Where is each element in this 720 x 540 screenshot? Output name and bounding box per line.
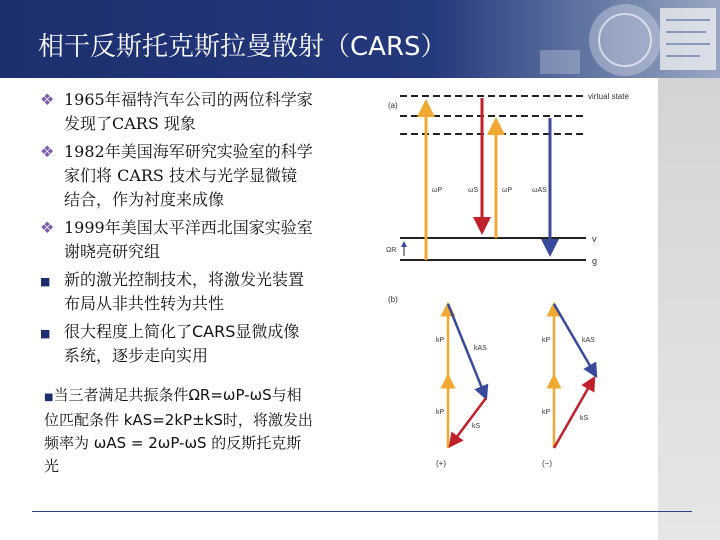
- condition-text: 当三者满足共振条件ΩR=ωP-ωS与相 位匹配条件 kAS=2kP±kS时，将激发出 频率为 ωAS = 2ωP-ωS 的反斯托克斯 光: [44, 386, 313, 475]
- anti-stokes-label: ωAS: [532, 187, 547, 194]
- bullet-text: 1965年福特汽车公司的两位科学家 发现了CARS 现象: [64, 90, 313, 133]
- minus-sign-label: (−): [542, 459, 552, 468]
- decorative-banner-image: [530, 0, 720, 78]
- right-side-bar: [658, 78, 720, 540]
- kas-label-right: kAS: [582, 337, 595, 344]
- bullet-text: 很大程度上简化了CARS显微成像 系统，逐步走向实用: [64, 322, 300, 365]
- panel-a-label: (a): [388, 101, 398, 110]
- bullet-text: 1999年美国太平洋西北国家实验室 谢晓亮研究组: [64, 218, 313, 261]
- level-g-label: g: [592, 256, 598, 266]
- diamond-bullet-icon: ❖: [40, 90, 55, 109]
- ks-vector-right: [554, 378, 594, 448]
- panel-b-label: (b): [388, 295, 398, 304]
- ks-label-right: kS: [580, 415, 589, 422]
- square-bullet-icon: ■: [40, 327, 51, 340]
- resonance-condition-text: [44, 384, 374, 478]
- sub-bullet-laser-control: [40, 268, 370, 316]
- ks-label-left: kS: [472, 423, 481, 430]
- pump-label-2: ωP: [502, 187, 513, 194]
- footer-divider: [32, 511, 692, 512]
- diamond-bullet-icon: ❖: [40, 142, 55, 161]
- cars-energy-diagram: [382, 80, 654, 480]
- title-bar: [0, 0, 720, 78]
- kp-label-left-lower: kP: [436, 409, 445, 416]
- slide-title: 相干反斯托克斯拉曼散射（CARS）: [38, 32, 447, 62]
- square-bullet-icon: ■: [44, 392, 54, 403]
- kp-label-left-upper: kP: [436, 337, 445, 344]
- level-v-label: v: [592, 234, 597, 244]
- kp-label-right-lower: kP: [542, 409, 551, 416]
- bullet-1999: [40, 216, 370, 264]
- kas-label-left: kAS: [474, 345, 487, 352]
- pump-label-1: ωP: [432, 187, 443, 194]
- stokes-label: ωS: [468, 187, 479, 194]
- bullet-text: 新的激光控制技术，将激发光装置 布局从非共性转为共性: [64, 270, 305, 313]
- omega-r-label: ΩR: [386, 247, 397, 254]
- virtual-state-label: virtual state: [588, 92, 629, 101]
- sub-bullet-simplified: [40, 320, 370, 368]
- bullet-text: 1982年美国海军研究实验室的科学 家们将 CARS 技术与光学显微镜 结合，作为衬度来成像: [64, 142, 313, 209]
- square-bullet-icon: ■: [40, 275, 51, 288]
- bullet-1965: [40, 88, 370, 136]
- plus-sign-label: (+): [436, 459, 446, 468]
- kp-label-right-upper: kP: [542, 337, 551, 344]
- diamond-bullet-icon: ❖: [40, 218, 55, 237]
- ks-vector-left: [450, 398, 486, 446]
- bullet-1982: [40, 140, 370, 212]
